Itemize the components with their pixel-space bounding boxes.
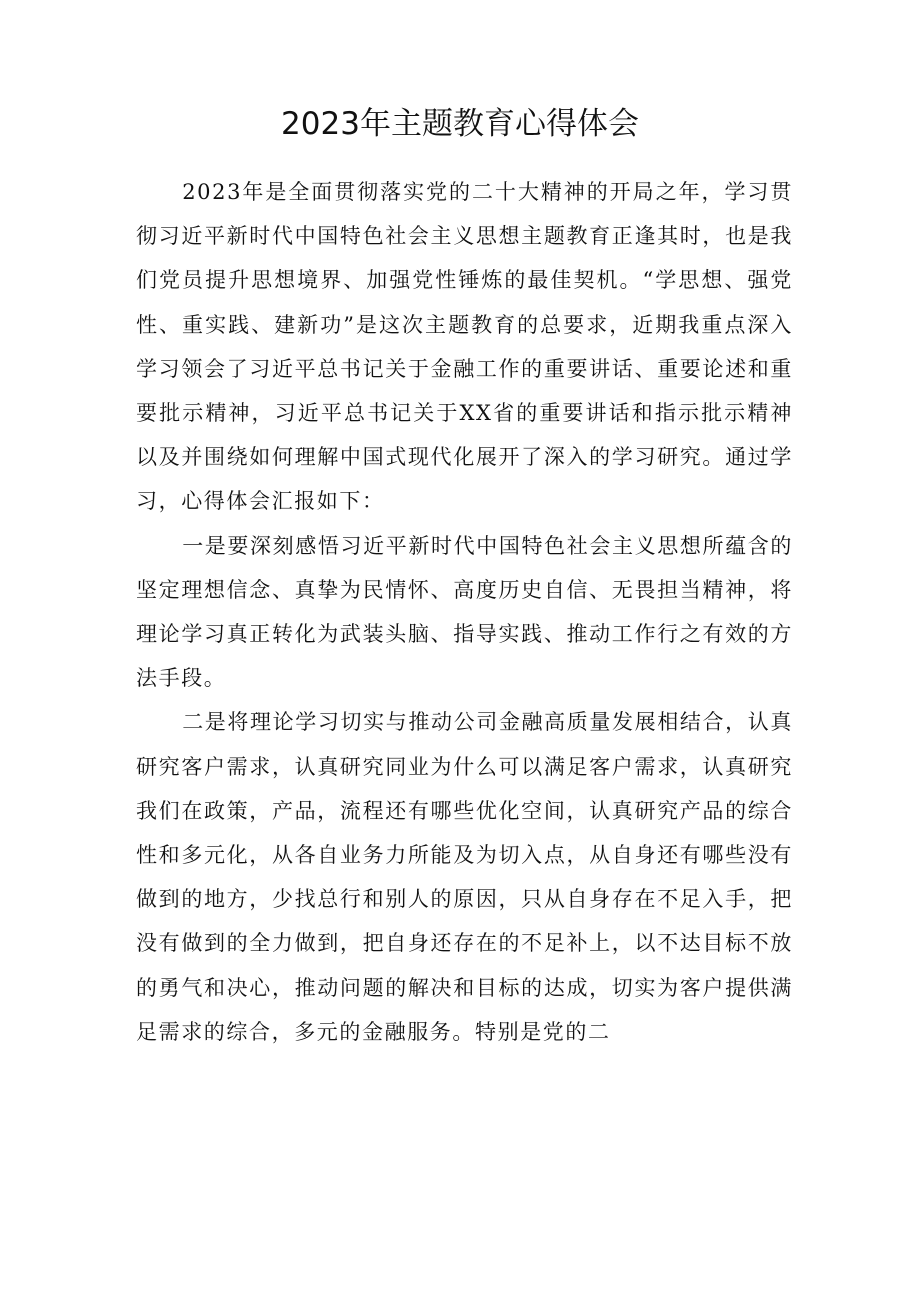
paragraph-point-one: 一是要深刻感悟习近平新时代中国特色社会主义思想所蕴含的坚定理想信念、真挚为民情怀、高度历史自信、无畏担当精神，将理论学习真正转化为武装头脑、指导实践、推动工作行之有效的方法手段。 [136, 533, 793, 691]
paragraph-point-two: 二是将理论学习切实与推动公司金融高质量发展相结合，认真研究客户需求，认真研究同业为什么可以满足客户需求，认真研究我们在政策，产品，流程还有哪些优化空间，认真研究产品的综合性和多元化，从各自业务力所能及为切入点，从自身还有哪些没有做到的地方，少找总行和别人的原因，只从自身存在不足入手，把没有做到的全力做到，把自身还存在的不足补上，以不达目标不放的勇气和决心，推动问题的解决和目标的达成，切实为客户提供满足需求的综合，多元的金融服务。特别是党的二 [136, 710, 793, 1044]
document-body [136, 170, 793, 1054]
document-title: 2023年主题教育心得体会 [281, 106, 639, 142]
paragraph-intro: 2023年是全面贯彻落实党的二十大精神的开局之年，学习贯彻习近平新时代中国特色社会主义思想主题教育正逢其时，也是我们党员提升思想境界、加强党性锤炼的最佳契机。“学思想、强党性、重实践、建新功”是这次主题教育的总要求，近期我重点深入学习领会了习近平总书记关于金融工作的重要讲话、重要论述和重要批示精神，习近平总书记关于XX省的重要讲话和指示批示精神以及并围绕如何理解中国式现代化展开了深入的学习研究。通过学习，心得体会汇报如下： [136, 180, 793, 514]
